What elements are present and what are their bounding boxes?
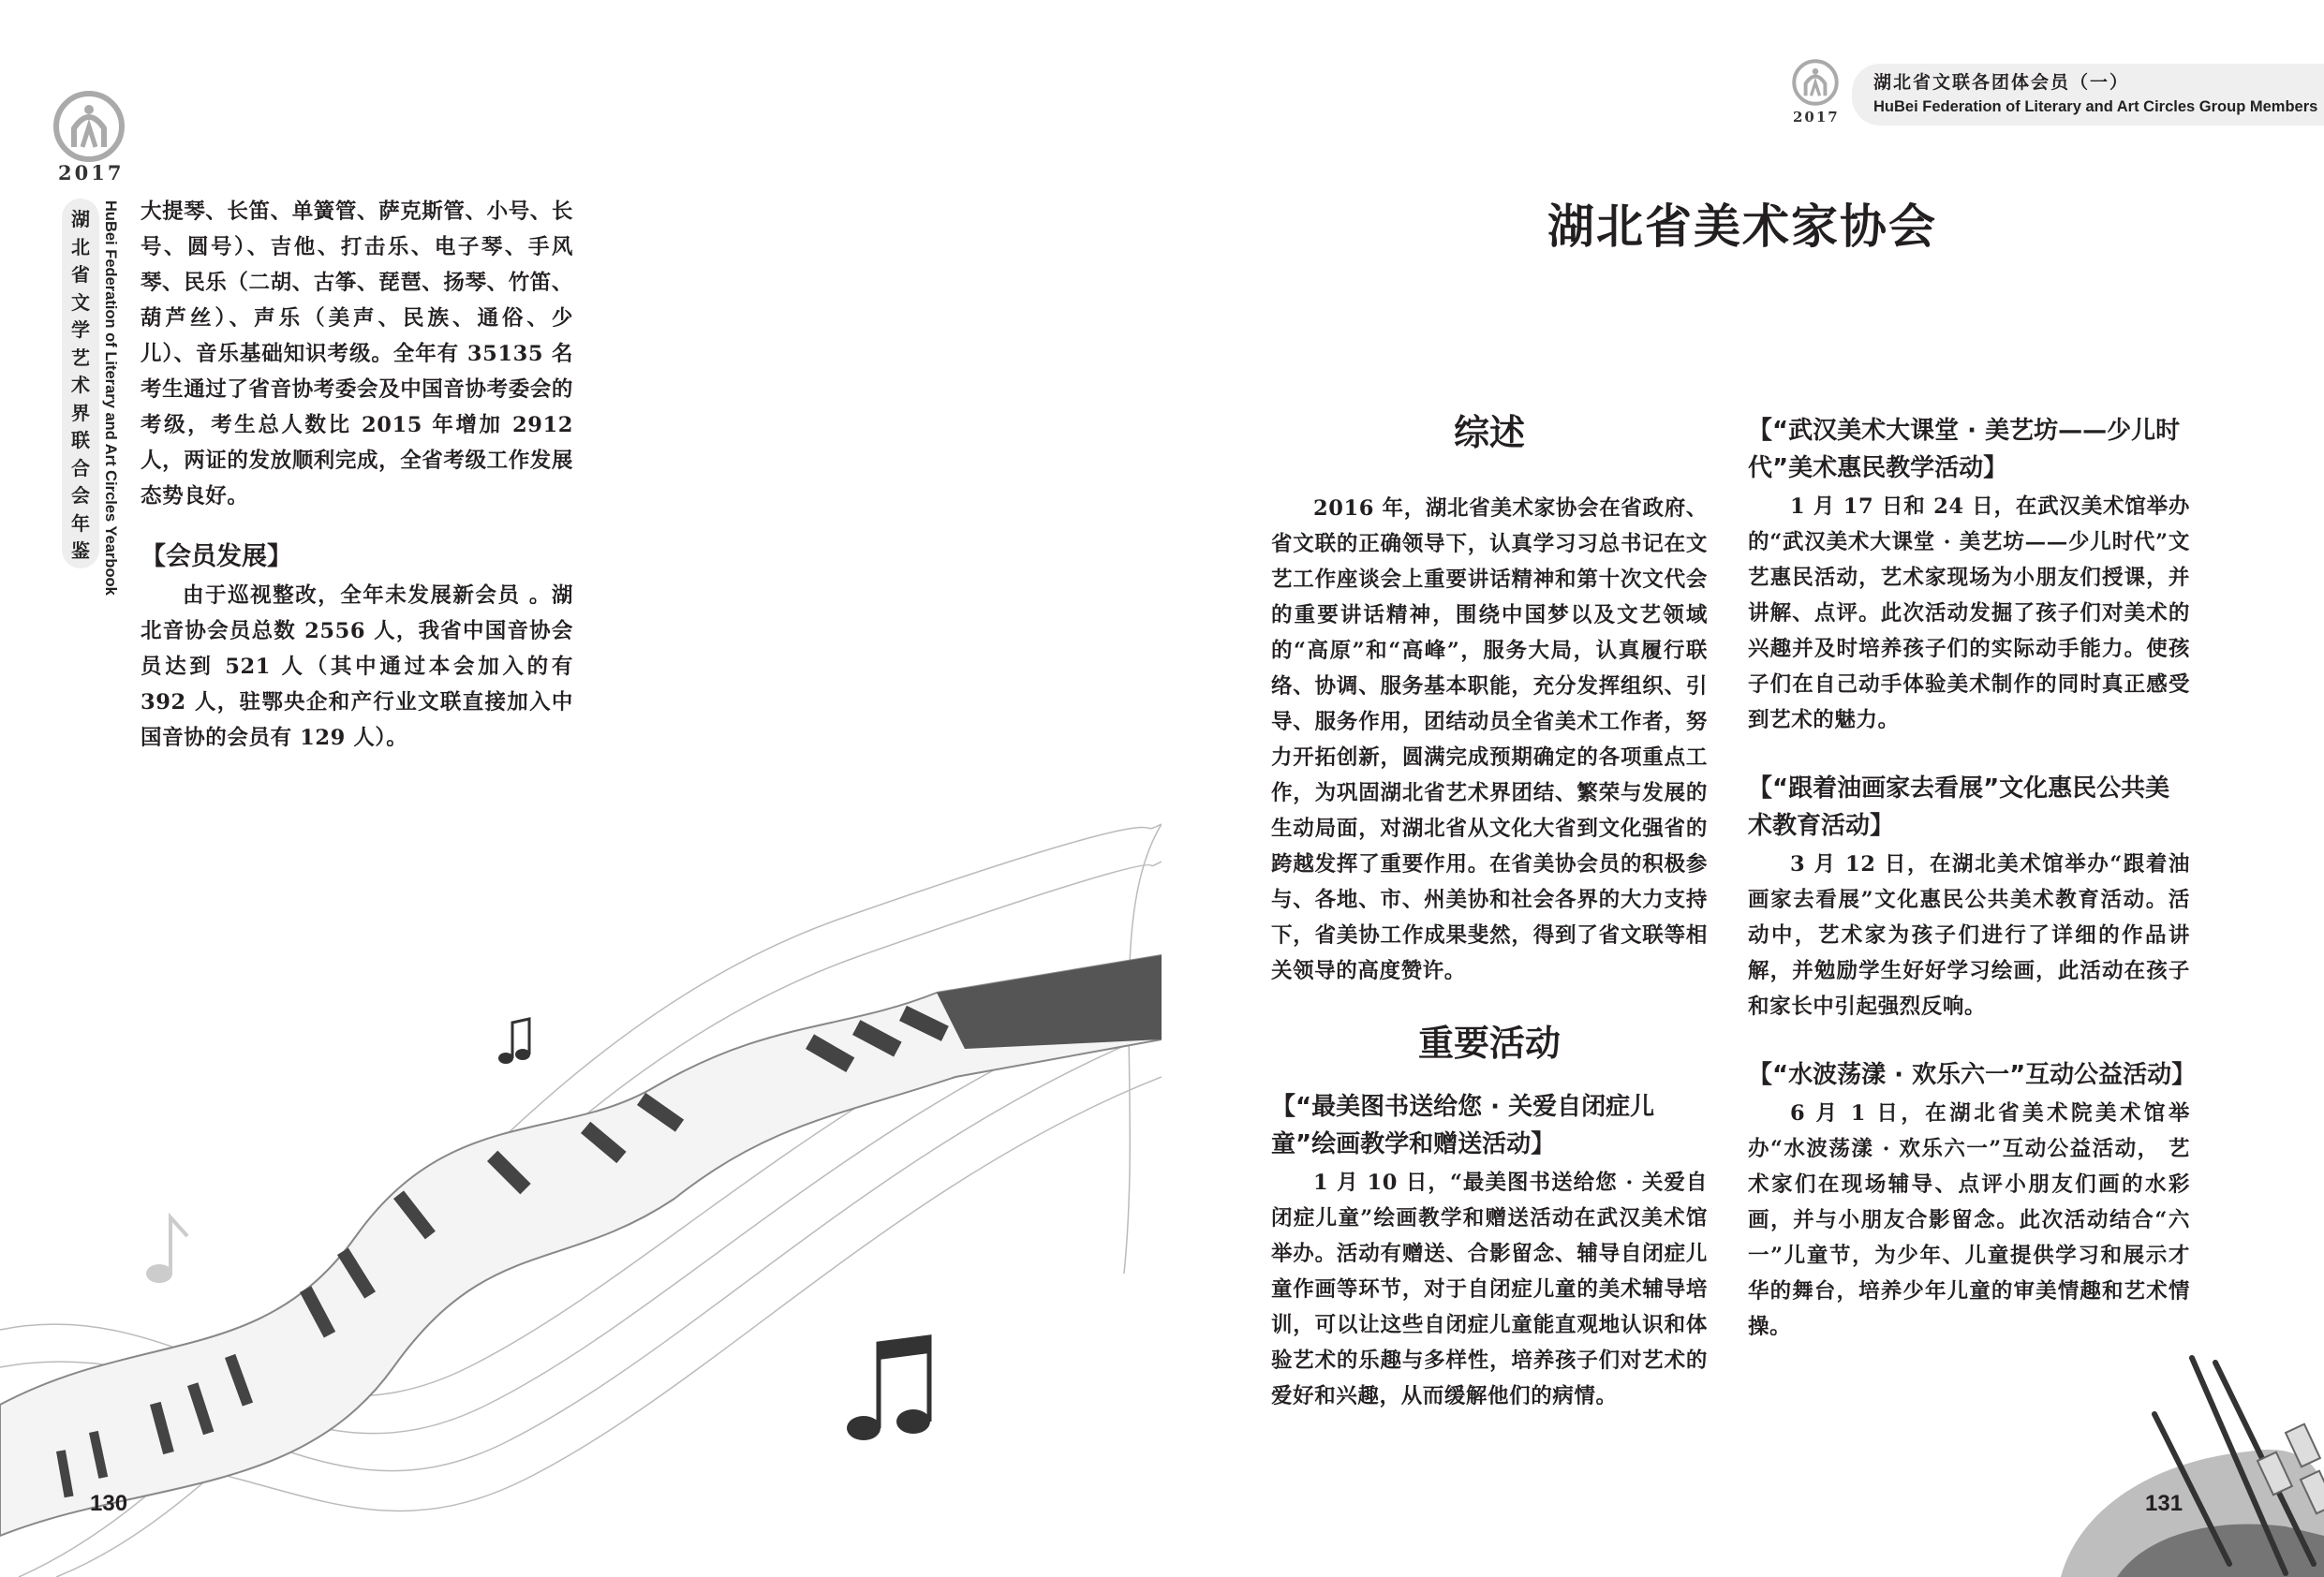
activity-title: 【“武汉美术大课堂 · 美艺坊——少儿时代”美术惠民教学活动】	[1748, 417, 2181, 482]
activity-body: 3 月 12 日，在湖北美术馆举办“跟着油画家去看展”文化惠民公共美术教育活动。活动中，艺术家为孩子们进行了详细的作品讲解，并勉励学生好好学习绘画，此活动在孩子和家长中引起强烈反响。	[1748, 852, 2190, 1019]
header-year: 2017	[1793, 109, 1840, 125]
left-text-column	[141, 194, 573, 756]
activity-item	[1748, 770, 2190, 1024]
overview-paragraph: 2016 年，湖北省美术家协会在省政府、省文联的正确领导下，认真学习习总书记在文艺工作座谈会上重要讲话精神和第十次文代会的重要讲话精神，围绕中国梦以及文艺领域的“高原”和“高峰”，服务大局，认真履行联络、协调、服务基本职能，充分发挥组织、引导、服务作用，团结动员全省美术工作者，努力开拓创新，圆满完成预期确定的各项重点工作，为巩固湖北省艺术界团结、繁荣与发展的生动局面，对湖北省从文化大省到文化强省的跨越发挥了重要作用。在省美协会员的积极参与、各地、市、州美协和社会各界的大力支持下，省美协工作成果斐然，得到了省文联等相关领导的高度赞许。	[1271, 496, 1708, 983]
activity-body: 1 月 17 日和 24 日，在武汉美术馆举办的“武汉美术大课堂 · 美艺坊——少儿时代”文艺惠民活动，艺术家现场为小朋友们授课，并讲解、点评。此次活动发掘了孩子们对美术的兴趣并及时培养孩子们的实际动手能力。使孩子们在自己动手体验美术制作的同时真正感受到艺术的魅力。	[1748, 494, 2190, 732]
page-title: 湖北省美术家协会	[1547, 199, 1937, 254]
yearbook-year: 2017	[58, 161, 125, 184]
activity-title: 【“最美图书送给您 · 关爱自闭症儿童”绘画教学和赠送活动】	[1271, 1093, 1655, 1158]
activity-title: 【“水波荡漾 · 欢乐六一”互动公益活动】	[1748, 1061, 2197, 1089]
activity-body: 1 月 10 日，“最美图书送给您 · 关爱自闭症儿童”绘画教学和赠送活动在武汉美术馆举办。活动有赠送、合影留念、辅导自闭症儿童作画等环节，对于自闭症儿童的美术辅导培训，可以让这些自闭症儿童能直观地认识和体验艺术的乐趣与多样性，培养孩子们对艺术的爱好和兴趣，从而缓解他们的病情。	[1271, 1171, 1708, 1408]
right-column-2	[1748, 412, 2197, 1345]
activities-heading: 重要活动	[1417, 1023, 1561, 1064]
intro-paragraph: 大提琴、长笛、单簧管、萨克斯管、小号、长号、圆号）、吉他、打击乐、电子琴、手风琴、民乐（二胡、古筝、琵琶、扬琴、竹笛、葫芦丝）、声乐（美声、民族、通俗、少儿）、音乐基础知识考级。全年有 35135 名考生通过了省音协考委会及中国音协考委会的考级，考生总人数比 2015 年增加 2912 人，两证的发放顺利完成，全省考级工作发展态势良好。	[141, 199, 574, 508]
page-number-left: 130	[90, 1491, 128, 1516]
running-header-cn: 湖北省文联各团体会员（一）	[1873, 72, 2130, 93]
federation-logo-icon	[1791, 58, 1840, 107]
federation-logo-icon	[52, 89, 126, 164]
right-column-1	[1271, 410, 1708, 1414]
member-development-paragraph: 由于巡视整改，全年未发展新会员 。湖北音协会员总数 2556 人，我省中国音协会员达到 521 人（其中通过本会加入的有 392 人，驻鄂央企和产行业文联直接加入中国音协的会员有 129 人）。	[141, 583, 573, 750]
activity-item	[1748, 412, 2190, 738]
activity-item	[1271, 1088, 1708, 1414]
page-number-right: 131	[2145, 1491, 2183, 1516]
overview-heading: 综述	[1453, 412, 1525, 453]
activity-body: 6 月 1 日，在湖北省美术院美术馆举办“水波荡漾 · 欢乐六一”互动公益活动， 艺术家们在现场辅导、点评小朋友们画的水彩画，并与小朋友合影留念。此次活动结合“六一”儿童节，为少年、儿童提供学习和展示才华的舞台，培养少年儿童的审美情趣和艺术情操。	[1748, 1101, 2190, 1339]
side-title-cn: 湖北省文学艺术界联合会年鉴	[71, 208, 90, 562]
piano-music-illustration	[0, 805, 1162, 1577]
running-header-en: HuBei Federation of Literary and Art Circles Group Members	[1873, 98, 2318, 115]
activity-title: 【“跟着油画家去看展”文化惠民公共美术教育活动】	[1748, 774, 2170, 840]
activity-item	[1748, 1056, 2197, 1345]
section-heading-member-development: 【会员发展】	[141, 542, 292, 571]
paint-brushes-illustration	[2005, 1349, 2324, 1577]
side-title-en: HuBei Federation of Literary and Art Circles Yearbook	[102, 200, 119, 596]
